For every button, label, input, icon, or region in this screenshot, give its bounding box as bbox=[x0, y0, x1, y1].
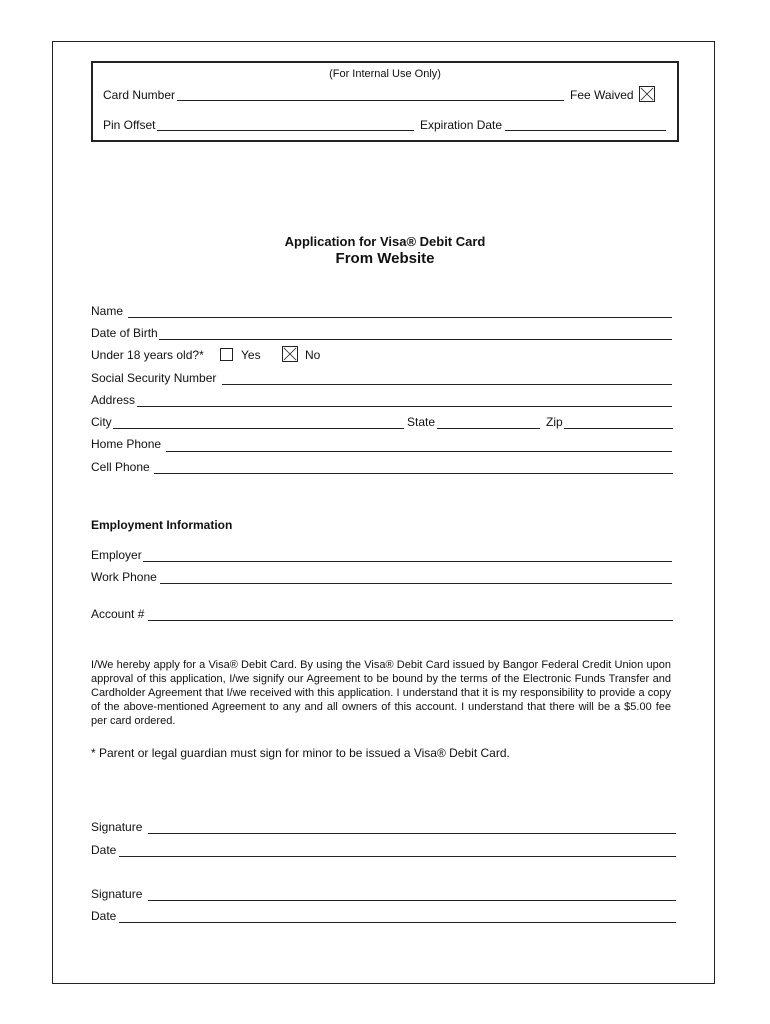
employment-heading: Employment Information bbox=[91, 518, 233, 532]
state-field[interactable] bbox=[437, 428, 540, 429]
cell-phone-field[interactable] bbox=[154, 473, 673, 474]
pin-offset-field[interactable] bbox=[157, 130, 414, 131]
dob-field[interactable] bbox=[159, 339, 672, 340]
form-title: Application for Visa® Debit Card bbox=[284, 234, 486, 249]
agreement-paragraph: I/We hereby apply for a Visa® Debit Card. By using the Visa® Debit Card issued by Bangor Federal Credit Union upon approval of this application, I/we signify our Agreement to be bound by the terms of the Electronic Funds Transfer and Cardholder Agreement that I/we received with this application. I understand that it is my responsibility to provide a copy of the above-mentioned Agreement to any and all owners of this account. I understand that there will be a $5.00 fee per card ordered. bbox=[91, 659, 671, 727]
cell-phone-label: Cell Phone bbox=[91, 460, 150, 474]
under18-yes-checkbox[interactable] bbox=[220, 348, 233, 361]
date-label-2: Date bbox=[91, 909, 117, 923]
state-label: State bbox=[407, 415, 436, 429]
zip-field[interactable] bbox=[564, 428, 673, 429]
home-phone-label: Home Phone bbox=[91, 437, 162, 451]
signature-field-1[interactable] bbox=[148, 833, 676, 834]
city-field[interactable] bbox=[113, 428, 404, 429]
expiration-date-label: Expiration Date bbox=[420, 118, 503, 132]
under18-yes-label: Yes bbox=[241, 348, 261, 362]
date-label-1: Date bbox=[91, 843, 117, 857]
employer-label: Employer bbox=[91, 548, 142, 562]
account-field[interactable] bbox=[148, 620, 673, 621]
expiration-date-field[interactable] bbox=[505, 130, 666, 131]
ssn-field[interactable] bbox=[222, 384, 672, 385]
card-number-label: Card Number bbox=[103, 88, 176, 102]
fee-waived-checkbox[interactable] bbox=[639, 86, 655, 102]
account-label: Account # bbox=[91, 607, 145, 621]
home-phone-field[interactable] bbox=[166, 451, 672, 452]
city-label: City bbox=[91, 415, 112, 429]
under18-label: Under 18 years old?* bbox=[91, 348, 204, 362]
checkmark-x-icon bbox=[283, 347, 297, 361]
date-field-1[interactable] bbox=[119, 856, 676, 857]
date-field-2[interactable] bbox=[119, 922, 676, 923]
signature-label-2: Signature bbox=[91, 887, 143, 901]
guardian-note: * Parent or legal guardian must sign for minor to be issued a Visa® Debit Card. bbox=[91, 746, 510, 760]
under18-no-label: No bbox=[305, 348, 321, 362]
form-subtitle: From Website bbox=[335, 250, 435, 267]
employer-field[interactable] bbox=[143, 561, 672, 562]
address-label: Address bbox=[91, 393, 136, 407]
ssn-label: Social Security Number bbox=[91, 371, 217, 385]
form-page-border bbox=[52, 41, 715, 984]
pin-offset-label: Pin Offset bbox=[103, 118, 156, 132]
zip-label: Zip bbox=[546, 415, 563, 429]
signature-field-2[interactable] bbox=[148, 900, 676, 901]
work-phone-label: Work Phone bbox=[91, 570, 157, 584]
address-field[interactable] bbox=[137, 406, 672, 407]
name-label: Name bbox=[91, 304, 124, 318]
card-number-field[interactable] bbox=[177, 100, 564, 101]
signature-label-1: Signature bbox=[91, 820, 143, 834]
work-phone-field[interactable] bbox=[160, 583, 672, 584]
checkmark-x-icon bbox=[640, 87, 654, 101]
dob-label: Date of Birth bbox=[91, 326, 158, 340]
name-field[interactable] bbox=[128, 317, 672, 318]
internal-use-title: (For Internal Use Only) bbox=[329, 68, 441, 80]
fee-waived-label: Fee Waived bbox=[570, 88, 634, 102]
under18-no-checkbox[interactable] bbox=[282, 346, 298, 362]
